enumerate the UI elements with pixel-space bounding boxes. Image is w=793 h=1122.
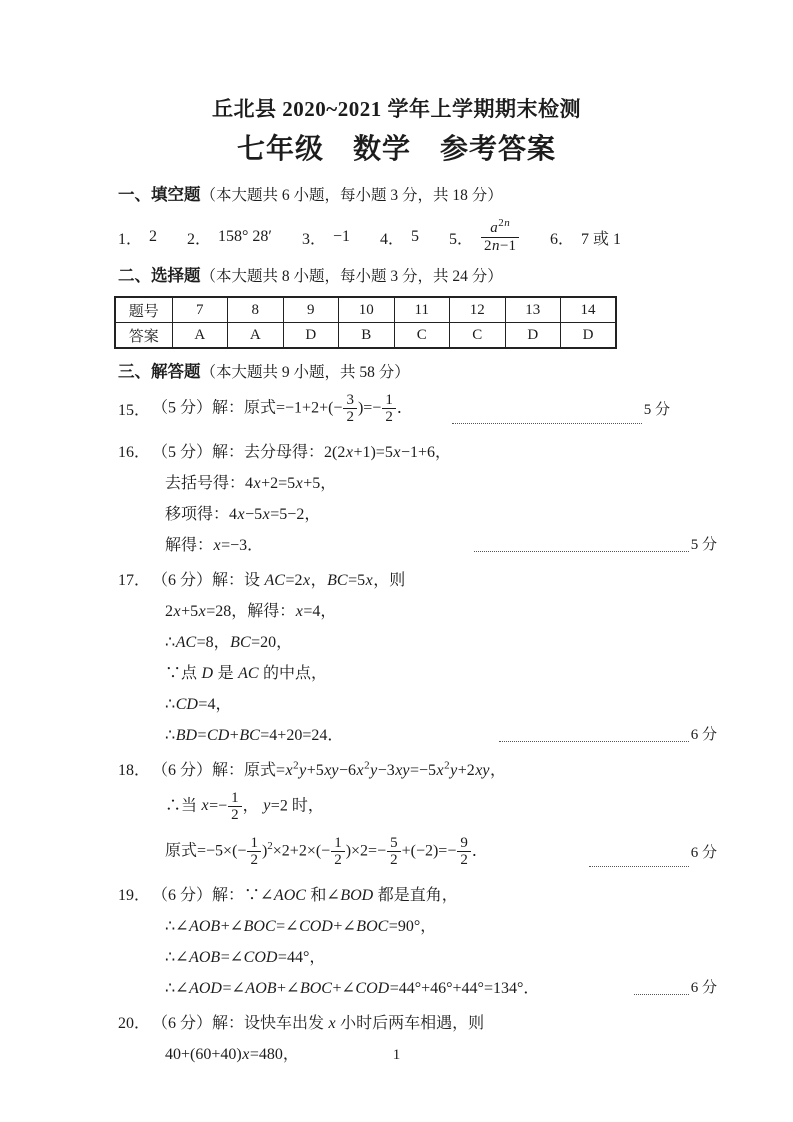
answer-cell: D [561,323,617,349]
solution-math: ∴AC=8，BC=20， [165,634,293,651]
solution-line [118,909,717,940]
document-title: 丘北县 2020~2021 学年上学期期末检测 [212,97,581,121]
question-number: 19． [118,887,151,904]
question-number-cell: 9 [283,297,339,323]
answer-cell: A [172,323,228,349]
solution-line [118,594,717,625]
fraction: $\frac{5}{2}$ [387,835,401,868]
question-block-15 [118,386,793,431]
fill-answer-value: 7 或 1 [581,230,622,248]
solution-line [118,687,717,718]
solution-math: 去括号得：4x+2=5x+5， [165,475,337,492]
solution-line [118,971,717,1002]
section-name-choice: 二、选择题 [118,267,201,285]
question-number: 17． [118,572,151,589]
question-number: 18． [118,762,151,779]
fraction: $\frac{9}{2}$ [457,835,471,868]
answer-cell: B [339,323,395,349]
section-header-choice [118,265,793,288]
solution-line [118,528,717,559]
fill-answer-number: 3． [301,230,326,248]
solution-math: 原式=−5×(− $\frac{1}{2}$ )$^2$×2+2×(− $\frac{1}{2}$ )×2=− $\frac{5}{2}$ +(−2)=− $\frac{9}{2}$ ． [165,834,488,868]
dotted-leader [452,423,642,424]
answer-cell: C [394,323,450,349]
dotted-leader [634,994,689,995]
question-number-cell: 7 [172,297,228,323]
row-label-cell: 答案 [115,323,172,349]
solution-line [118,466,717,497]
solution-line [118,563,670,594]
score-label: 6 分 [690,845,717,861]
solution-line [118,829,717,874]
fill-answer-number: 6． [549,230,574,248]
fill-answer-value: 5 [411,228,419,245]
section-desc-fill: （本大题共 6 小题，每小题 3 分，共 18 分） [200,187,503,204]
fraction: $\frac{1}{2}$ [382,392,396,425]
solution-line [118,497,717,528]
fill-answer-number: 1． [118,230,143,248]
dotted-leader [589,866,689,867]
fill-answer-5 [449,217,520,254]
solution-line [118,435,670,466]
question-block-16 [118,435,793,559]
solution-math: ∴∠AOB+∠BOC=∠COD+∠BOC=90°， [165,918,437,935]
answer-cell: D [505,323,561,349]
table-row [115,323,616,349]
fill-answer-1 [118,226,157,249]
solution-math: ∵点 D 是 AC 的中点， [165,665,328,682]
solution-line [118,753,670,784]
fraction: $\frac{1}{2}$ [228,790,242,823]
solutions [0,386,793,1068]
solution-math: ∴CD=4， [165,696,232,713]
fraction: $\frac{1}{2}$ [331,835,345,868]
solution-line [118,718,717,749]
fill-answer-number: 5． [449,230,474,248]
solution-math: 2x+5x=28，解得：x=4， [165,603,337,620]
section-desc-choice: （本大题共 8 小题，每小题 3 分，共 24 分） [200,268,503,285]
question-number: 16． [118,444,151,461]
fill-answer-value: 158° 28′ [218,228,272,245]
solution-math: 解得：x=−3． [165,537,264,554]
answer-cell: A [228,323,284,349]
question-number-cell: 10 [339,297,395,323]
dotted-leader [474,551,689,552]
fill-answer-value: −1 [332,228,350,245]
solution-line [118,1006,670,1037]
solution-line [118,656,717,687]
question-number-cell: 8 [228,297,284,323]
solution-math: 移项得：4x−5x=5−2， [165,506,321,523]
solution-math: ∴∠AOD=∠AOB+∠BOC+∠COD=44°+46°+44°=134°． [165,980,540,997]
fill-answers-row [118,213,793,261]
fraction: $\frac{a^{2n}}{2n-1}$ [481,220,519,253]
question-block-18 [118,753,793,874]
section-header-solve [118,361,793,384]
solution-math: （6 分）解：原式$=x^2y+5xy-6x^2y-3xy=-5x^2y+2xy$， [152,759,506,779]
solution-math: 40+(60+40)x=480， [165,1046,299,1063]
answer-cell: D [283,323,339,349]
fill-answer-4 [380,226,419,249]
question-number-cell: 11 [394,297,450,323]
solution-math: ∴当 x=− $\frac{1}{2}$ ， y=2 时， [165,789,324,823]
fill-answer-6 [550,226,621,249]
dotted-leader [499,741,689,742]
section-name-fill: 一、填空题 [118,186,201,204]
fill-answer-3 [302,226,350,249]
question-number: 20． [118,1015,151,1032]
question-block-17 [118,563,793,749]
fraction: $\frac{1}{2}$ [247,835,261,868]
fraction: $\frac{3}{2}$ [343,392,357,425]
solution-math: （6 分）解：设 AC=2x，BC=5x，则 [152,572,406,589]
fill-answer-number: 2． [187,230,212,248]
solution-math: ∴∠AOB=∠COD=44°， [165,949,326,966]
section-desc-solve: （本大题共 9 小题，共 58 分） [200,364,410,381]
score-label: 5 分 [690,537,717,553]
question-number-cell: 13 [505,297,561,323]
solution-line [118,386,670,431]
section-name-solve: 三、解答题 [118,363,201,381]
solution-line [118,784,717,829]
page-number: 1 [392,1047,401,1063]
solution-line [118,940,717,971]
solution-math: （6 分）解：设快车出发 x 小时后两车相遇，则 [152,1015,485,1032]
fill-answer-2 [187,226,272,249]
solution-math: ∴BD=CD+BC=4+20=24． [165,727,344,744]
document-subtitle: 七年级 数学 参考答案 [236,134,556,165]
score-label: 6 分 [690,727,717,743]
section-header-fill [118,184,793,207]
question-number-cell: 14 [561,297,617,323]
answer-cell: C [450,323,506,349]
fill-answer-number: 4． [379,230,404,248]
solution-math: （5 分）解：去分母得：2(2x+1)=5x−1+6， [152,444,451,461]
question-number: 15． [118,402,151,419]
question-block-19 [118,878,793,1002]
question-number-cell: 12 [450,297,506,323]
score-label: 6 分 [690,980,717,996]
choice-answer-table [114,296,617,349]
solution-math: （6 分）解：∵∠AOC 和∠BOD 都是直角， [152,887,458,904]
solution-math: （5 分）解：原式=−1+2+(− $\frac{3}{2}$ )=− $\frac{1}{2}$ ． [152,391,413,425]
fill-answer-value [480,217,520,254]
fill-answer-value: 2 [149,228,158,245]
row-label-cell: 题号 [115,297,172,323]
table-row [115,297,616,323]
solution-line [118,878,670,909]
solution-line [118,625,717,656]
score-label: 5 分 [643,402,670,418]
